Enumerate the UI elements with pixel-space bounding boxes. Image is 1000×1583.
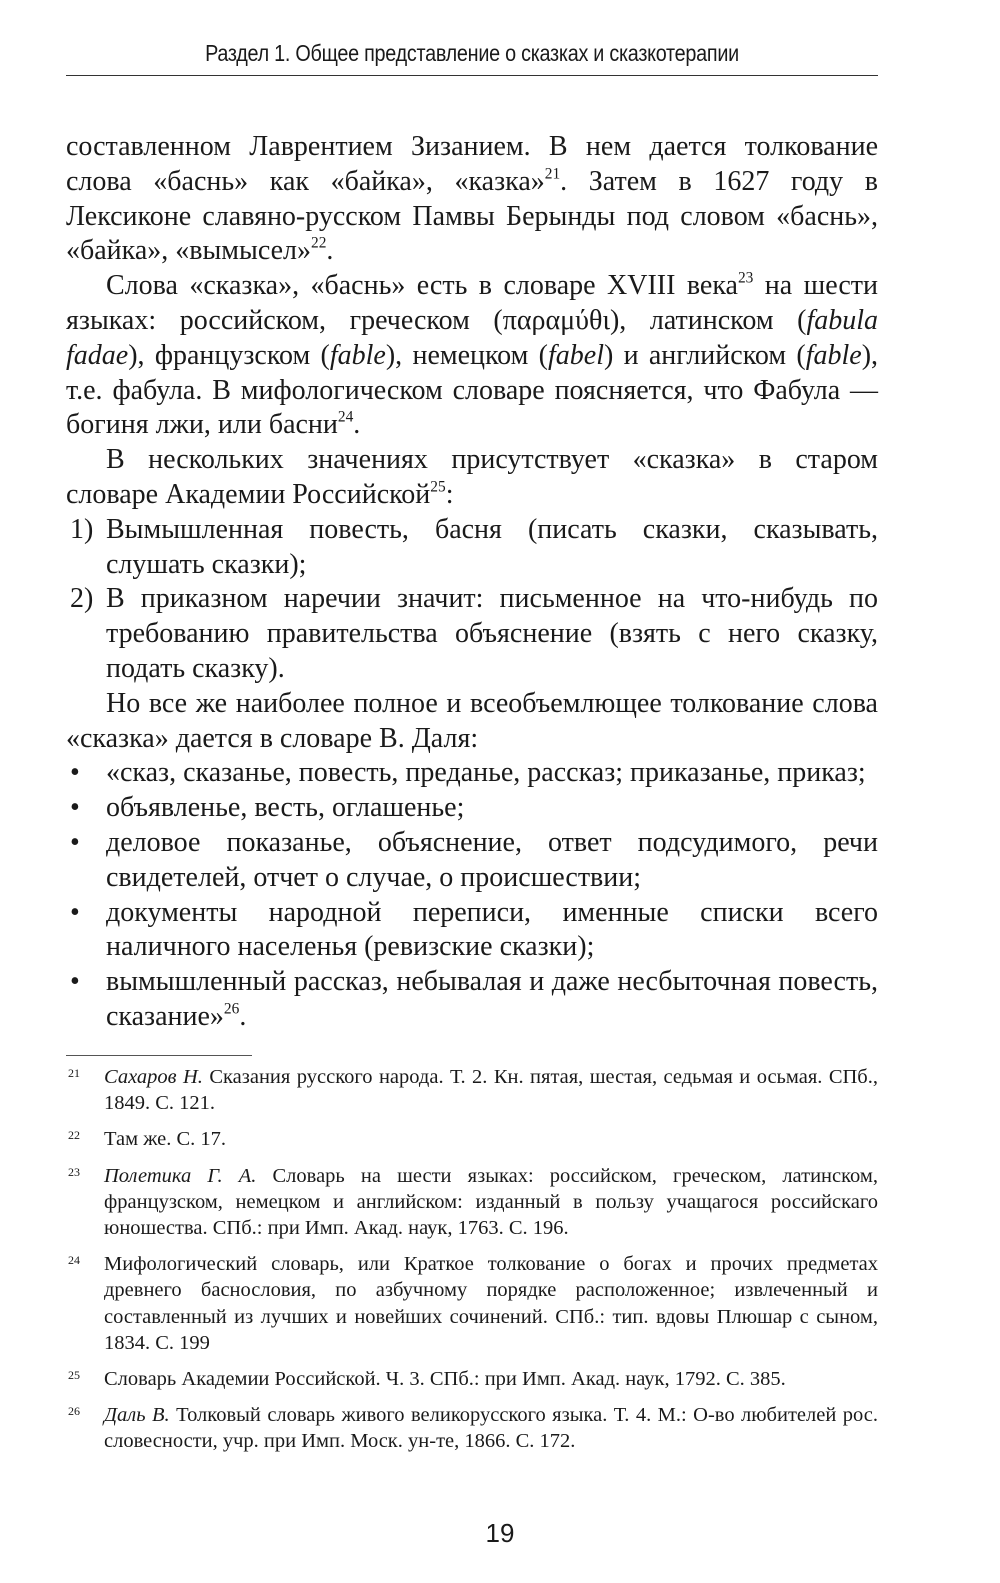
french-word: fable (329, 339, 386, 371)
footnote-ref[interactable]: 26 (223, 1000, 240, 1018)
bullet-item (66, 791, 878, 826)
text-run: ), немецком ( (385, 339, 548, 371)
numbered-item (66, 513, 878, 583)
bullet-icon: • (70, 826, 80, 858)
bullet-item (66, 965, 878, 1035)
text-run: . (326, 235, 334, 267)
text-run: : (445, 478, 454, 510)
bullet-item (66, 826, 878, 896)
item-text: Вымышленная повесть, басня (писать сказки, сказывать, слушать сказки); (106, 513, 878, 580)
text-run: . (239, 1000, 247, 1032)
footnote-author: Даль В. (104, 1404, 170, 1427)
item-text: документы народной переписи, именные списки всего наличного населенья (ревизские сказки); (106, 896, 878, 963)
german-word: fabel (547, 339, 604, 371)
paragraph-4: Но все же наиболее полное и всеобъемлющее толкование слова «сказка» дается в словаре В. Даля: (66, 687, 878, 754)
text-run: В нескольких значениях присутствует «сказка» в старом словаре Академии Российской (66, 444, 878, 510)
text-run: составленном Лаврентием Зизанием. В нем дается толкование слова «баснь» как «байка», «казка» (66, 131, 878, 197)
footnote-text: Словарь Академии Российской. Ч. 3. СПб.: при Имп. Акад. наук, 1792. С. 385. (104, 1368, 786, 1391)
paragraph-2 (66, 269, 878, 443)
footnote-number: 22 (68, 1128, 80, 1143)
footnote (66, 1064, 878, 1116)
footnote (66, 1402, 878, 1454)
text-run: ), латинском ( (609, 304, 807, 336)
text-run: ), т.е. фабула. В мифологическом словаре поясняется, что Фабула — богиня лжи, или басни (66, 339, 879, 441)
footnote-ref[interactable]: 23 (737, 269, 754, 287)
text-run: Слова «сказка», «баснь» есть в словаре XVIII века (106, 270, 738, 302)
footnote-ref[interactable]: 24 (337, 408, 354, 426)
footnote-author: Полетика Г. А. (104, 1164, 257, 1187)
bullet-icon: • (70, 896, 80, 928)
footnote-text: Сказания русского народа. Т. 2. Кн. пятая, шестая, седьмая и осьмая. СПб., 1849. С. 121. (104, 1066, 878, 1115)
numbered-list (66, 513, 878, 687)
footnote-ref[interactable]: 21 (544, 165, 561, 183)
bullet-icon: • (70, 757, 80, 789)
item-text: вымышленный рассказ, небывалая и даже несбыточная повесть, сказание» (106, 966, 878, 1032)
footnote-author: Сахаров Н. (104, 1066, 203, 1088)
footnote-ref[interactable]: 22 (311, 234, 327, 252)
footnote-text: Там же. С. 17. (104, 1128, 226, 1151)
greek-word: παραμύθι (502, 304, 610, 336)
item-number: 1) (70, 513, 94, 545)
footnote-number: 23 (68, 1164, 80, 1179)
bullet-item (66, 756, 878, 791)
footnote-text: Словарь на шести языках: российском, греческом, латинском, французском, немецком и английском: изданный в пользу учащагося российскаго юношества. СПб.: при Имп. Акад. наук, 1763. С. 196. (104, 1164, 878, 1240)
footnote (66, 1126, 878, 1152)
footnote-ref[interactable]: 25 (430, 478, 446, 496)
footnote-separator (66, 1055, 252, 1056)
header-rule (66, 75, 878, 76)
footnote (66, 1163, 878, 1242)
footnote-number: 25 (68, 1368, 80, 1383)
item-text: В приказном наречии значит: письменное на что-нибудь по требованию правительства объяснение (взять с него сказку, подать сказку). (106, 583, 878, 684)
paragraph-1 (66, 130, 878, 269)
footnote-number: 26 (68, 1404, 80, 1419)
bullet-icon: • (70, 792, 80, 824)
footnote (66, 1251, 878, 1356)
footnote (66, 1366, 878, 1392)
english-word: fable (805, 339, 862, 371)
item-number: 2) (70, 583, 94, 615)
footnote-text: Толковый словарь живого великорусского языка. Т. 4. М.: О-во любителей рос. словесности, учр. при Имп. Моск. ун-те, 1866. С. 172. (104, 1404, 878, 1453)
running-header: Раздел 1. Общее представление о сказках и сказкотерапии (205, 40, 739, 66)
footnote-text: Мифологический словарь, или Краткое толкование о богах и прочих предметах древнего баснословия, по азбучному порядке расположенное; извлеченный и составленный из лучших и новейших сочинений. СПб.: тип. вдовы Плюшар с сыном, 1834. С. 199 (104, 1253, 878, 1354)
latin-word: fabula fadae (66, 304, 879, 371)
bullet-item (66, 896, 878, 966)
item-text: деловое показанье, объяснение, ответ подсудимого, речи свидетелей, отчет о случае, о происшествии; (106, 826, 878, 893)
footnotes (66, 1064, 878, 1465)
page-number: 19 (485, 1518, 515, 1548)
main-text (66, 130, 878, 1035)
text-run: . Затем в 1627 году в Лексиконе славяно-русском Памвы Берынды под словом «баснь», «байка», «вымысел» (66, 165, 878, 267)
text-run: ), французском ( (128, 339, 330, 371)
bullet-list (66, 756, 878, 1034)
text-run: . (353, 409, 361, 441)
paragraph-3 (66, 443, 878, 513)
footnote-number: 24 (68, 1253, 80, 1268)
text-run: на шести языках: российском, греческом ( (66, 270, 878, 336)
bullet-icon: • (70, 966, 80, 998)
text-run: ) и английском ( (603, 339, 806, 371)
footnote-number: 21 (68, 1066, 80, 1080)
item-text: объявленье, весть, оглашенье; (106, 792, 465, 824)
numbered-item (66, 582, 878, 686)
item-text: «сказ, сказанье, повесть, преданье, рассказ; приказанье, приказ; (106, 757, 866, 789)
